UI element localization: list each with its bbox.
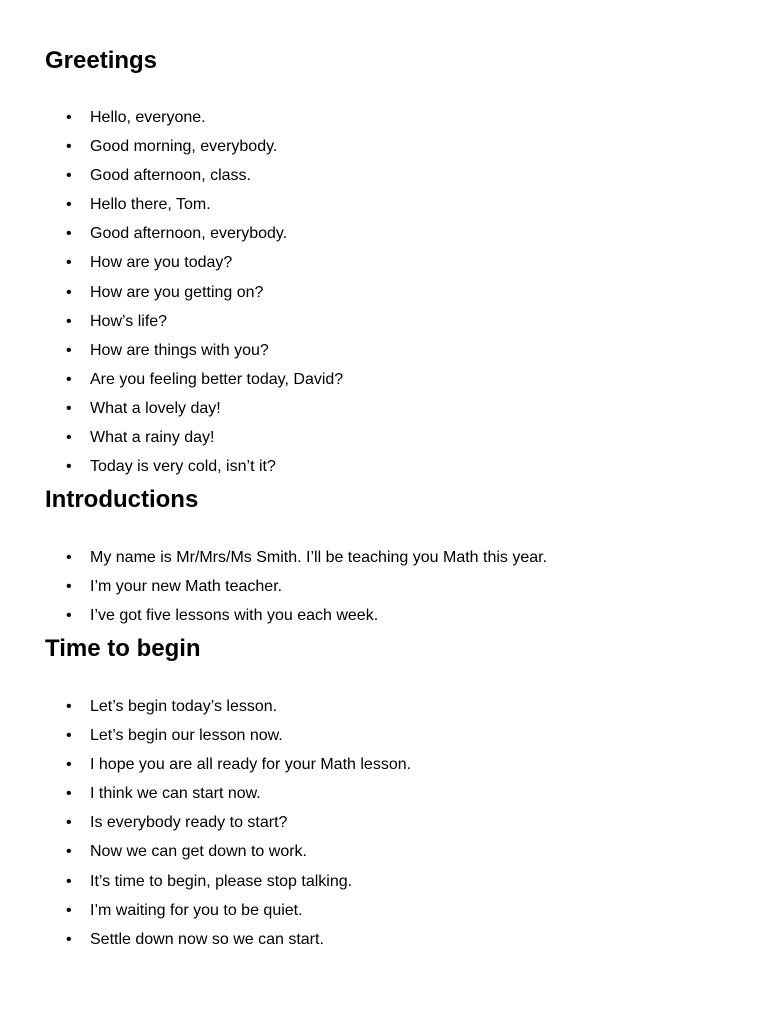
bullet-icon: • [66,843,72,861]
list-item [0,842,768,871]
bullet-icon: • [66,814,72,832]
bullet-icon: • [66,341,72,359]
bullet-icon: • [66,196,72,214]
section-heading: Time to begin [45,635,201,662]
list-item-text: Hello there, Tom. [90,196,211,214]
list-item-text: What a rainy day! [90,429,215,447]
list-item [0,399,768,428]
list-item-text: Settle down now so we can start. [90,930,324,948]
list-item-text: How are you getting on? [90,283,264,301]
bullet-icon: • [66,254,72,272]
list-item-text: I hope you are all ready for your Math lesson. [90,756,412,774]
list-item-text: Let’s begin our lesson now. [90,727,283,745]
list-item-text: Good afternoon, class. [90,167,251,185]
list-item [0,312,768,341]
list-item [0,428,768,457]
bullet-icon: • [66,225,72,243]
list-item [0,108,768,137]
bullet-icon: • [66,578,72,596]
bullet-icon: • [66,727,72,745]
bullet-icon: • [66,607,72,625]
list-item-text: I’m waiting for you to be quiet. [90,901,303,919]
bullet-icon: • [66,399,72,417]
list-item [0,755,768,784]
list-item [0,813,768,842]
bullet-icon: • [66,312,72,330]
list-item [0,901,768,930]
list-item [0,341,768,370]
bullet-icon: • [66,138,72,156]
list-item-text: Now we can get down to work. [90,843,307,861]
section-heading: Greetings [45,47,158,74]
list-item-text: Hello, everyone. [90,109,206,126]
bullet-icon: • [66,370,72,388]
list-item-text: I’ve got five lessons with you each week. [90,607,379,625]
list-item-text: I think we can start now. [90,785,261,803]
list-item-text: Good afternoon, everybody. [90,225,288,243]
bullet-icon: • [66,930,72,948]
list-item [0,137,768,166]
greetings-list [0,108,768,486]
list-item [0,606,768,635]
list-item [0,872,768,901]
bullet-icon: • [66,549,72,566]
time-to-begin-list [0,697,768,959]
list-item-text: How are you today? [90,254,233,272]
list-item-text: Is everybody ready to start? [90,814,288,832]
list-item [0,726,768,755]
introductions-list [0,548,768,635]
list-item [0,577,768,606]
list-item [0,930,768,959]
bullet-icon: • [66,458,72,476]
list-item [0,697,768,726]
list-item-text: How’s life? [90,312,168,330]
list-item [0,253,768,282]
list-item-text: How are things with you? [90,341,269,359]
list-item [0,195,768,224]
list-item-text: What a lovely day! [90,399,221,417]
bullet-icon: • [66,429,72,447]
bullet-icon: • [66,109,72,126]
bullet-icon: • [66,283,72,301]
list-item [0,784,768,813]
list-item-text: It’s time to begin, please stop talking. [90,872,353,890]
list-item-text: I’m your new Math teacher. [90,578,283,596]
bullet-icon: • [66,901,72,919]
bullet-icon: • [66,872,72,890]
list-item [0,370,768,399]
list-item [0,224,768,253]
section-heading: Introductions [45,486,199,513]
list-item-text: My name is Mr/Mrs/Ms Smith. I’ll be teaching you Math this year. [90,549,548,566]
bullet-icon: • [66,698,72,715]
list-item [0,166,768,195]
list-item-text: Today is very cold, isn’t it? [90,458,276,476]
list-item [0,457,768,486]
list-item-text: Let’s begin today’s lesson. [90,698,278,715]
list-item-text: Are you feeling better today, David? [90,370,344,388]
bullet-icon: • [66,167,72,185]
list-item-text: Good morning, everybody. [90,138,278,156]
bullet-icon: • [66,785,72,803]
list-item [0,548,768,577]
bullet-icon: • [66,756,72,774]
list-item [0,283,768,312]
